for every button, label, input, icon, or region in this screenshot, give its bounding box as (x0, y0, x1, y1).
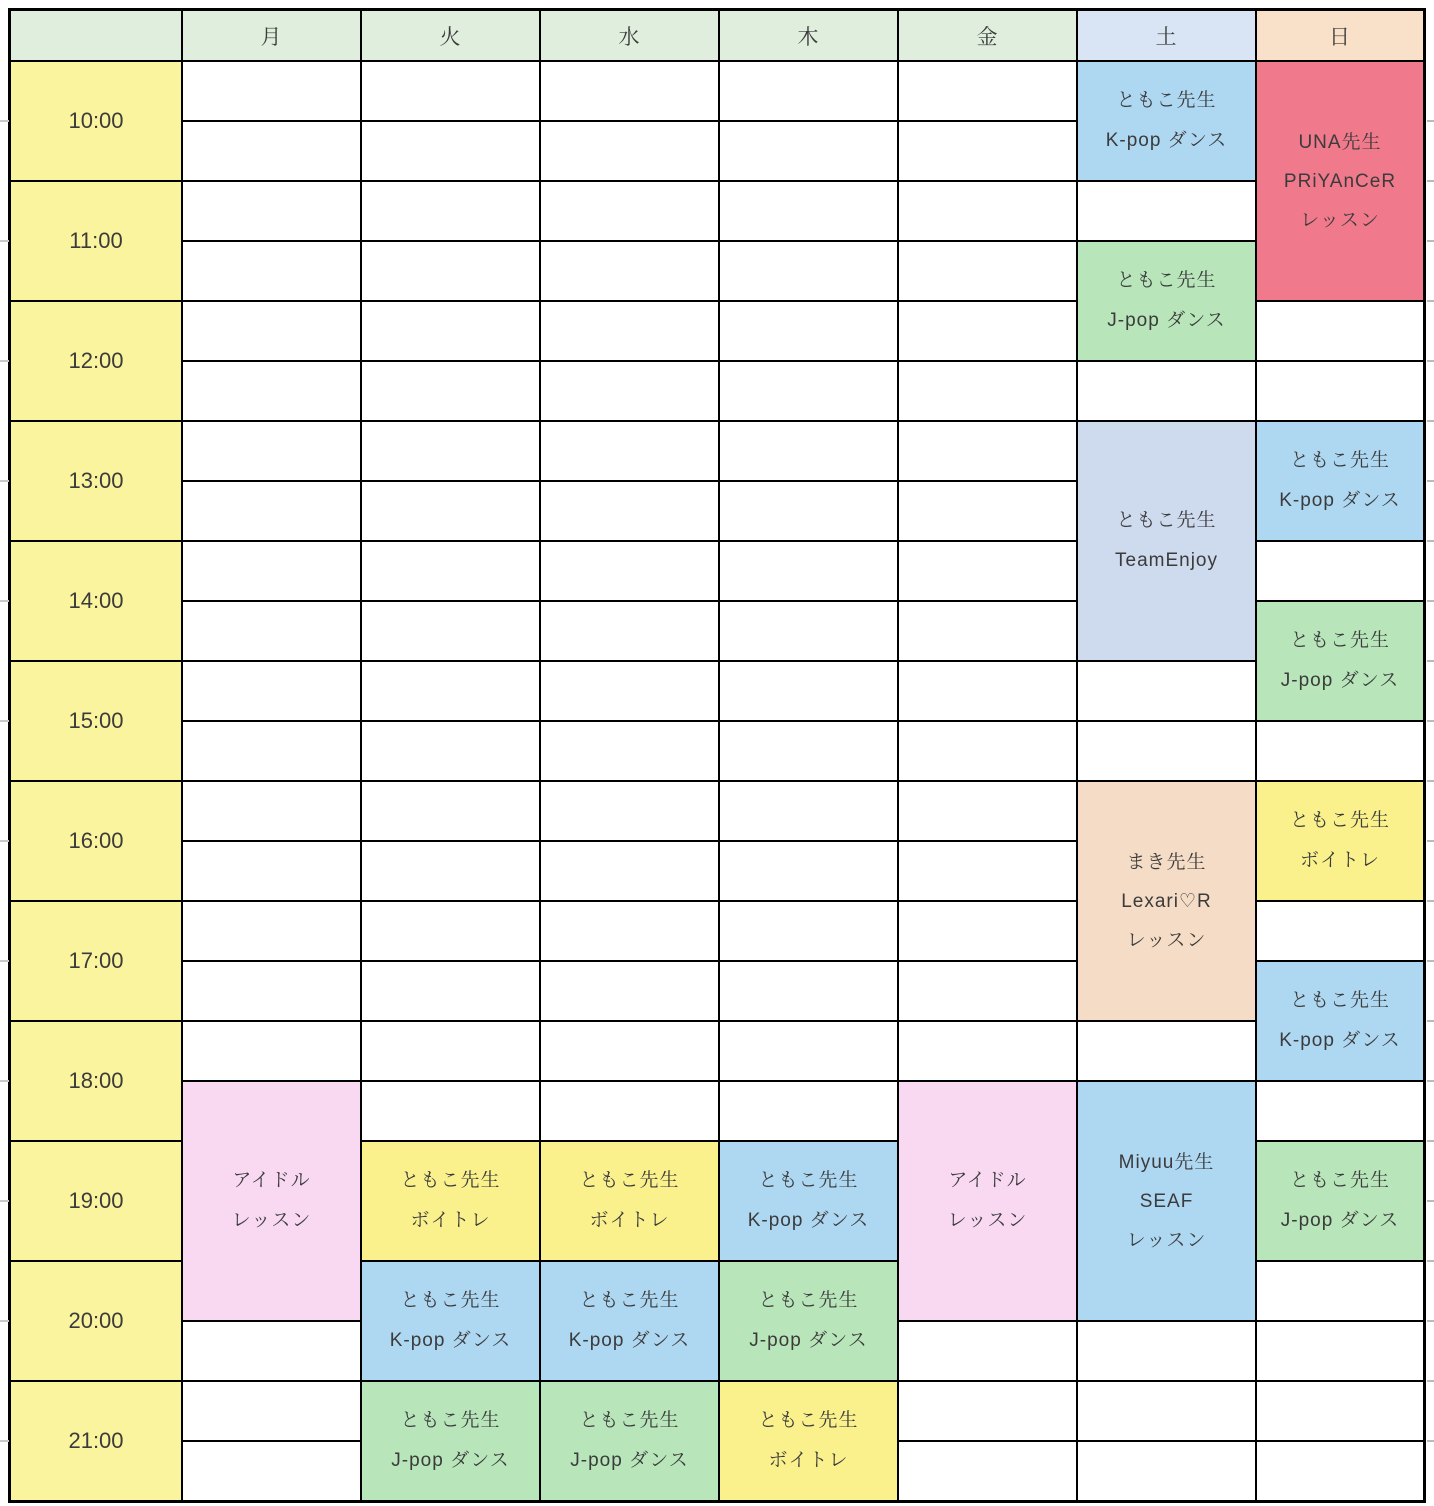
empty-slot-cell (183, 1382, 360, 1440)
empty-slot-cell (1078, 1442, 1255, 1500)
gridline-tick (1427, 1020, 1434, 1022)
empty-slot-cell (541, 482, 718, 540)
empty-slot-cell (362, 62, 539, 120)
empty-slot-cell (899, 842, 1076, 900)
empty-slot-cell (899, 902, 1076, 960)
day-header-label: 土 (1155, 25, 1178, 49)
lesson-cell (1257, 962, 1423, 1080)
time-label: 18:00 (68, 1068, 124, 1093)
lesson-cell (541, 1262, 718, 1380)
time-cell-1400 (11, 542, 181, 660)
lesson-line: ともこ先生 (1289, 990, 1390, 1011)
lesson-cell (1078, 422, 1255, 660)
gridline-tick (1427, 1260, 1434, 1262)
empty-slot-cell (183, 602, 360, 660)
lesson-line: J-pop ダンス (1107, 310, 1226, 331)
lesson-cell (541, 1142, 718, 1260)
lesson-cell (1257, 602, 1423, 720)
empty-slot-cell (183, 62, 360, 120)
empty-slot-cell (541, 782, 718, 840)
time-cell-1900 (11, 1142, 181, 1260)
day-header-label: 月 (260, 25, 283, 49)
gridline-tick (1427, 660, 1434, 662)
empty-slot-cell (541, 722, 718, 780)
lesson-line: ともこ先生 (1116, 510, 1217, 531)
empty-slot-cell (183, 1322, 360, 1380)
lesson-cell (1078, 62, 1255, 180)
lesson-line: J-pop ダンス (570, 1450, 689, 1471)
empty-slot-cell (1257, 1382, 1423, 1440)
gridline-tick (0, 720, 9, 722)
day-header-6 (1078, 11, 1255, 60)
lesson-cell (720, 1142, 897, 1260)
lesson-line: J-pop ダンス (1280, 1210, 1400, 1231)
empty-slot-cell (720, 1022, 897, 1080)
empty-slot-cell (541, 602, 718, 660)
lesson-line: TeamEnjoy (1115, 550, 1218, 571)
lesson-line: ボイトレ (1299, 850, 1380, 871)
lesson-cell (1257, 1142, 1423, 1260)
empty-slot-cell (720, 662, 897, 720)
lesson-cell (720, 1262, 897, 1380)
lesson-line: ともこ先生 (1116, 90, 1217, 111)
time-label: 11:00 (69, 228, 123, 253)
time-cell-1500 (11, 662, 181, 780)
time-label: 19:00 (68, 1188, 124, 1213)
empty-slot-cell (541, 1082, 718, 1140)
empty-slot-cell (362, 542, 539, 600)
lesson-line: ともこ先生 (400, 1170, 501, 1191)
empty-slot-cell (720, 422, 897, 480)
lesson-line: ボイトレ (589, 1210, 670, 1231)
lesson-line: ボイトレ (768, 1450, 849, 1471)
lesson-line: K-pop ダンス (1279, 1030, 1401, 1051)
empty-slot-cell (720, 62, 897, 120)
empty-slot-cell (362, 842, 539, 900)
empty-slot-cell (899, 542, 1076, 600)
empty-slot-cell (720, 842, 897, 900)
day-header-label: 水 (618, 25, 641, 49)
gridline-tick (1427, 1440, 1434, 1442)
empty-slot-cell (720, 302, 897, 360)
time-label: 10:00 (68, 108, 124, 133)
lesson-line: K-pop ダンス (389, 1330, 512, 1351)
gridline-tick (1427, 960, 1434, 962)
time-cell-1300 (11, 422, 181, 540)
lesson-cell (1078, 1082, 1255, 1320)
lesson-line: ともこ先生 (1289, 630, 1390, 651)
lesson-line: ともこ先生 (579, 1290, 680, 1311)
lesson-line: ボイトレ (410, 1210, 491, 1231)
empty-slot-cell (183, 902, 360, 960)
empty-slot-cell (720, 122, 897, 180)
empty-slot-cell (899, 242, 1076, 300)
empty-slot-cell (541, 662, 718, 720)
gridline-tick (0, 1440, 9, 1442)
corner-header-cell (11, 11, 181, 60)
empty-slot-cell (541, 302, 718, 360)
lesson-cell (362, 1142, 539, 1260)
gridline-tick (0, 840, 9, 842)
lesson-line: レッスン (1126, 929, 1207, 951)
time-label: 15:00 (68, 708, 124, 733)
empty-slot-cell (720, 542, 897, 600)
empty-slot-cell (183, 722, 360, 780)
empty-slot-cell (1257, 542, 1423, 600)
day-header-4 (720, 11, 897, 60)
empty-slot-cell (541, 1022, 718, 1080)
empty-slot-cell (362, 422, 539, 480)
empty-slot-cell (720, 722, 897, 780)
empty-slot-cell (183, 782, 360, 840)
empty-slot-cell (183, 242, 360, 300)
lesson-line: Miyuu先生 (1118, 1151, 1215, 1173)
empty-slot-cell (541, 362, 718, 420)
lesson-line: ともこ先生 (1289, 450, 1390, 471)
gridline-tick (0, 1200, 9, 1202)
empty-slot-cell (183, 182, 360, 240)
empty-slot-cell (1078, 722, 1255, 780)
empty-slot-cell (541, 962, 718, 1020)
empty-slot-cell (899, 182, 1076, 240)
gridline-tick (0, 1080, 9, 1082)
weekly-timetable (8, 8, 1426, 1503)
time-cell-1600 (11, 782, 181, 900)
empty-slot-cell (1257, 902, 1423, 960)
lesson-cell (362, 1382, 539, 1500)
empty-slot-cell (362, 662, 539, 720)
empty-slot-cell (1257, 1082, 1423, 1140)
empty-slot-cell (720, 1082, 897, 1140)
lesson-line: Lexari♡R (1121, 890, 1212, 912)
time-cell-2100 (11, 1382, 181, 1500)
lesson-line: ともこ先生 (1289, 810, 1390, 831)
empty-slot-cell (899, 962, 1076, 1020)
gridline-tick (1427, 300, 1434, 302)
lesson-line: PRiYAnCeR (1283, 170, 1397, 192)
lesson-cell (720, 1382, 897, 1500)
lesson-cell (1257, 62, 1423, 300)
empty-slot-cell (362, 302, 539, 360)
empty-slot-cell (183, 302, 360, 360)
lesson-line: レッスン (947, 1210, 1028, 1231)
time-label: 21:00 (68, 1428, 124, 1453)
time-label: 17:00 (68, 948, 124, 973)
empty-slot-cell (541, 182, 718, 240)
lesson-line: ともこ先生 (1116, 270, 1217, 291)
empty-slot-cell (1078, 182, 1255, 240)
time-cell-1700 (11, 902, 181, 1020)
time-label: 13:00 (68, 468, 124, 493)
empty-slot-cell (362, 482, 539, 540)
empty-slot-cell (541, 542, 718, 600)
empty-slot-cell (541, 422, 718, 480)
empty-slot-cell (183, 842, 360, 900)
day-header-label: 金 (976, 25, 999, 49)
gridline-tick (1427, 840, 1434, 842)
lesson-line: J-pop ダンス (391, 1450, 510, 1471)
lesson-line: J-pop ダンス (1280, 670, 1400, 691)
empty-slot-cell (899, 722, 1076, 780)
day-header-label: 木 (797, 25, 820, 49)
time-cell-1200 (11, 302, 181, 420)
day-header-7 (1257, 11, 1423, 60)
time-label: 12:00 (68, 348, 124, 373)
lesson-line: ともこ先生 (400, 1410, 501, 1431)
empty-slot-cell (1257, 1322, 1423, 1380)
empty-slot-cell (1078, 1382, 1255, 1440)
empty-slot-cell (1257, 362, 1423, 420)
empty-slot-cell (899, 662, 1076, 720)
empty-slot-cell (899, 1442, 1076, 1500)
lesson-cell (1078, 242, 1255, 360)
lesson-cell (362, 1262, 539, 1380)
empty-slot-cell (1078, 1022, 1255, 1080)
empty-slot-cell (1257, 302, 1423, 360)
gridline-tick (1427, 480, 1434, 482)
empty-slot-cell (720, 962, 897, 1020)
empty-slot-cell (899, 1022, 1076, 1080)
empty-slot-cell (183, 662, 360, 720)
empty-slot-cell (1078, 662, 1255, 720)
empty-slot-cell (899, 782, 1076, 840)
empty-slot-cell (1257, 1262, 1423, 1320)
time-label: 20:00 (68, 1308, 124, 1333)
gridline-tick (0, 480, 9, 482)
empty-slot-cell (720, 902, 897, 960)
day-header-1 (183, 11, 360, 60)
lesson-line: K-pop ダンス (747, 1210, 870, 1231)
empty-slot-cell (899, 1382, 1076, 1440)
gridline-tick (1427, 1080, 1434, 1082)
empty-slot-cell (183, 542, 360, 600)
gridline-tick (1427, 420, 1434, 422)
lesson-line: ともこ先生 (758, 1290, 859, 1311)
gridline-tick (0, 360, 9, 362)
lesson-line: ともこ先生 (579, 1170, 680, 1191)
empty-slot-cell (362, 362, 539, 420)
time-cell-1000 (11, 62, 181, 180)
empty-slot-cell (541, 242, 718, 300)
lesson-line: ともこ先生 (758, 1410, 859, 1431)
lesson-cell (541, 1382, 718, 1500)
empty-slot-cell (899, 602, 1076, 660)
lesson-line: レッスン (1300, 209, 1380, 231)
gridline-tick (1427, 1380, 1434, 1382)
gridline-tick (1427, 900, 1434, 902)
empty-slot-cell (1257, 722, 1423, 780)
empty-slot-cell (362, 902, 539, 960)
lesson-line: ともこ先生 (1289, 1170, 1390, 1191)
gridline-tick (0, 240, 9, 242)
empty-slot-cell (362, 962, 539, 1020)
gridline-tick (1427, 360, 1434, 362)
empty-slot-cell (899, 302, 1076, 360)
gridline-tick (1427, 180, 1434, 182)
empty-slot-cell (720, 482, 897, 540)
empty-slot-cell (183, 422, 360, 480)
lesson-line: UNA先生 (1298, 131, 1382, 153)
empty-slot-cell (362, 722, 539, 780)
empty-slot-cell (899, 1322, 1076, 1380)
gridline-tick (1427, 780, 1434, 782)
gridline-tick (0, 600, 9, 602)
empty-slot-cell (1257, 1442, 1423, 1500)
empty-slot-cell (362, 602, 539, 660)
lesson-cell (1257, 782, 1423, 900)
empty-slot-cell (720, 242, 897, 300)
lesson-cell (1257, 422, 1423, 540)
gridline-tick (1427, 120, 1434, 122)
empty-slot-cell (720, 362, 897, 420)
lesson-line: ともこ先生 (579, 1410, 680, 1431)
lesson-line: レッスン (1126, 1229, 1207, 1251)
empty-slot-cell (720, 182, 897, 240)
empty-slot-cell (183, 122, 360, 180)
lesson-line: K-pop ダンス (568, 1330, 691, 1351)
time-label: 16:00 (68, 828, 124, 853)
day-header-3 (541, 11, 718, 60)
time-cell-1800 (11, 1022, 181, 1140)
day-header-label: 火 (439, 25, 462, 49)
lesson-line: アイドル (948, 1170, 1027, 1191)
empty-slot-cell (183, 1022, 360, 1080)
gridline-tick (1427, 720, 1434, 722)
lesson-line: SEAF (1139, 1190, 1194, 1212)
empty-slot-cell (899, 422, 1076, 480)
lesson-line: J-pop ダンス (749, 1330, 868, 1351)
empty-slot-cell (899, 62, 1076, 120)
lesson-cell (183, 1082, 360, 1320)
gridline-tick (1427, 1140, 1434, 1142)
empty-slot-cell (362, 1082, 539, 1140)
time-cell-1100 (11, 182, 181, 300)
empty-slot-cell (362, 122, 539, 180)
empty-slot-cell (899, 122, 1076, 180)
lesson-line: K-pop ダンス (1279, 490, 1401, 511)
lesson-line: アイドル (232, 1170, 311, 1191)
empty-slot-cell (362, 242, 539, 300)
empty-slot-cell (183, 482, 360, 540)
gridline-tick (0, 1320, 9, 1322)
lesson-line: ともこ先生 (758, 1170, 859, 1191)
time-label: 14:00 (68, 588, 124, 613)
time-cell-2000 (11, 1262, 181, 1380)
empty-slot-cell (899, 482, 1076, 540)
empty-slot-cell (1078, 1322, 1255, 1380)
gridline-tick (0, 120, 9, 122)
gridline-tick (1427, 1320, 1434, 1322)
empty-slot-cell (183, 962, 360, 1020)
empty-slot-cell (362, 182, 539, 240)
empty-slot-cell (720, 782, 897, 840)
empty-slot-cell (541, 62, 718, 120)
empty-slot-cell (720, 602, 897, 660)
lesson-line: ともこ先生 (400, 1290, 501, 1311)
lesson-line: レッスン (231, 1210, 312, 1231)
lesson-line: K-pop ダンス (1105, 130, 1228, 151)
gridline-tick (1427, 600, 1434, 602)
empty-slot-cell (899, 362, 1076, 420)
lesson-line: まき先生 (1126, 851, 1207, 873)
empty-slot-cell (183, 1442, 360, 1500)
empty-slot-cell (362, 782, 539, 840)
empty-slot-cell (183, 362, 360, 420)
gridline-tick (0, 960, 9, 962)
empty-slot-cell (362, 1022, 539, 1080)
day-header-2 (362, 11, 539, 60)
empty-slot-cell (541, 902, 718, 960)
day-header-label: 日 (1329, 25, 1351, 49)
empty-slot-cell (541, 122, 718, 180)
gridline-tick (1427, 1200, 1434, 1202)
lesson-cell (899, 1082, 1076, 1320)
gridline-tick (1427, 540, 1434, 542)
gridline-tick (1427, 240, 1434, 242)
lesson-cell (1078, 782, 1255, 1020)
empty-slot-cell (1078, 362, 1255, 420)
empty-slot-cell (541, 842, 718, 900)
day-header-5 (899, 11, 1076, 60)
